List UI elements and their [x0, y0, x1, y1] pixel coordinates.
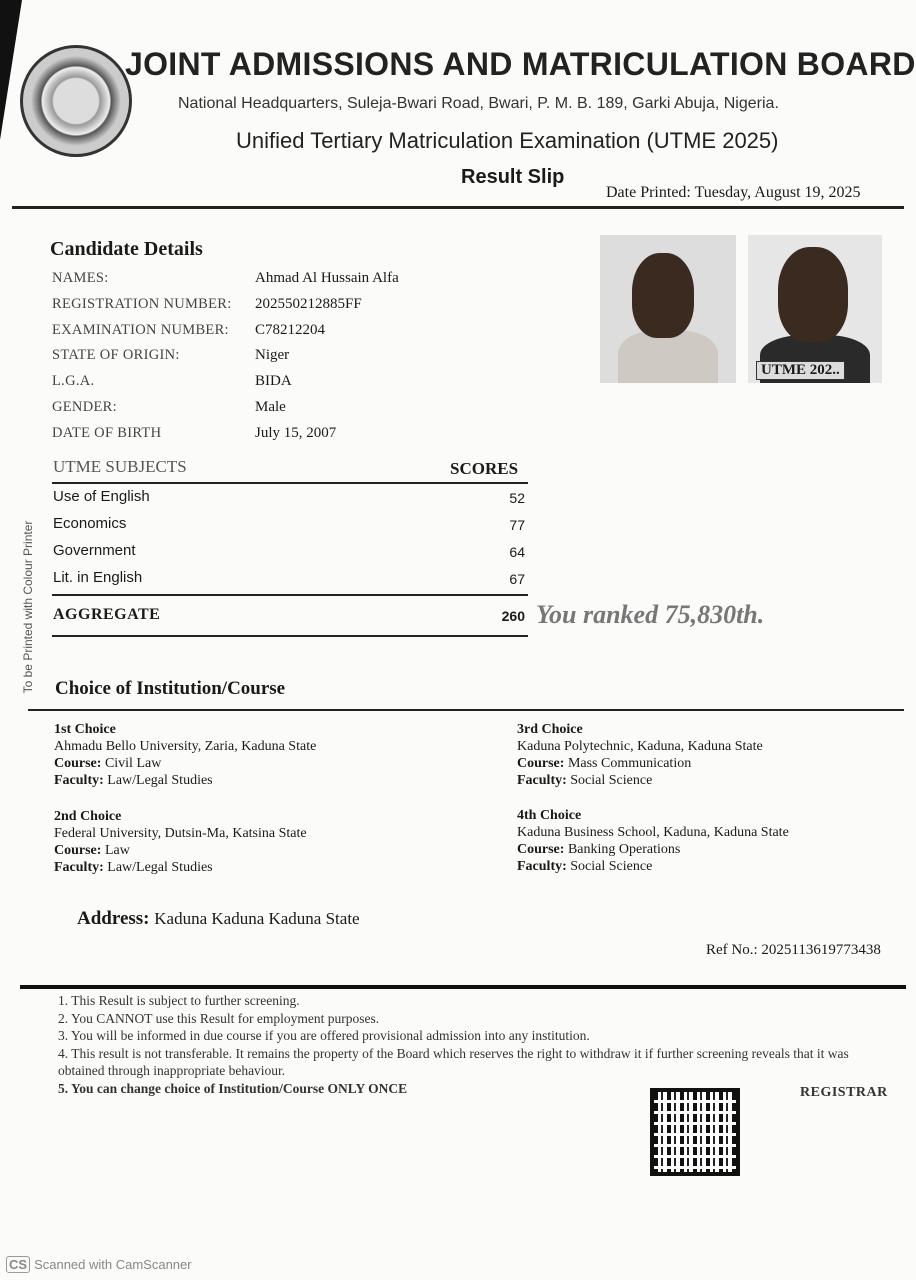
aggregate-label: AGGREGATE: [53, 606, 161, 623]
faculty-label: Faculty:: [517, 859, 567, 874]
choice-title: 2nd Choice: [54, 809, 122, 824]
choice-title: 1st Choice: [54, 722, 116, 737]
hq-address: National Headquarters, Suleja-Bwari Road, Bwari, P. M. B. 189, Garki Abuja, Nigeria.: [178, 95, 779, 112]
ref-number: Ref No.: 2025113619773438: [706, 942, 881, 958]
scan-corner-shadow: [0, 0, 22, 140]
choice-institution: Federal University, Dutsin-Ma, Katsina State: [54, 826, 307, 841]
course-label: Course:: [54, 756, 102, 771]
subject-name: Government: [53, 542, 136, 559]
field-label: REGISTRATION NUMBER:: [52, 295, 232, 312]
candidate-heading: Candidate Details: [50, 238, 203, 260]
field-value: 202550212885FF: [255, 295, 362, 312]
field-value: Niger: [255, 347, 290, 364]
course-label: Course:: [517, 842, 565, 857]
note-item: 1. This Result is subject to further screening.: [58, 993, 300, 1008]
address-row: [77, 908, 360, 930]
choice-block: [54, 808, 307, 876]
aggregate-divider-bottom: [52, 635, 528, 637]
field-value: Ahmad Al Hussain Alfa: [255, 270, 399, 286]
choice-course: Banking Operations: [567, 842, 681, 857]
choice-faculty: Social Science: [570, 773, 653, 788]
choices-heading: Choice of Institution/Course: [55, 678, 286, 699]
choice-course: Mass Communication: [567, 756, 692, 771]
choice-block: [54, 721, 316, 789]
scores-header: SCORES: [450, 459, 519, 478]
header-divider: [12, 206, 904, 209]
choice-course: Law: [104, 843, 130, 858]
candidate-photo-2: [748, 235, 882, 383]
qr-code: [650, 1088, 740, 1176]
aggregate-score: 260: [501, 608, 525, 624]
subject-score: 77: [509, 517, 525, 533]
subject-score: 64: [509, 544, 525, 560]
choice-block: [517, 721, 763, 789]
notes-list: [58, 992, 858, 1097]
subject-name: Economics: [53, 515, 127, 532]
board-title: JOINT ADMISSIONS AND MATRICULATION BOARD: [125, 46, 916, 82]
subject-score: 67: [509, 571, 525, 587]
registrar-label: REGISTRAR: [800, 1085, 888, 1100]
choice-block: [517, 807, 789, 875]
choice-faculty: Social Science: [570, 859, 653, 874]
side-print-note: To be Printed with Colour Printer: [21, 520, 35, 694]
note-item: 4. This result is not transferable. It remains the property of the Board which reserves the right to withdraw it if further screening reveals that it was obtained through inappropriate behaviour.: [58, 1045, 849, 1078]
exam-title: Unified Tertiary Matriculation Examination (UTME 2025): [236, 128, 779, 153]
rank-text: You ranked 75,830th.: [536, 600, 765, 629]
field-label: GENDER:: [52, 399, 117, 415]
subjects-header: UTME SUBJECTS: [53, 457, 187, 476]
field-value: July 15, 2007: [255, 424, 337, 441]
note-item: 3. You will be informed in due course if you are offered provisional admission into any institution.: [58, 1028, 590, 1043]
faculty-label: Faculty:: [54, 773, 104, 788]
field-label: L.G.A.: [52, 373, 95, 390]
course-label: Course:: [54, 843, 102, 858]
field-value: Male: [255, 399, 286, 415]
choice-title: 4th Choice: [517, 808, 582, 823]
jamb-logo: [20, 45, 132, 157]
field-label: STATE OF ORIGIN:: [52, 347, 180, 364]
camscanner-watermark: [6, 1256, 192, 1273]
camscanner-badge: CS: [6, 1256, 30, 1273]
subject-name: Lit. in English: [53, 569, 143, 586]
slip-title: Result Slip: [461, 166, 565, 188]
note-item: 5. You can change choice of Institution/Course ONLY ONCE: [58, 1080, 408, 1096]
address-value: Kaduna Kaduna Kaduna State: [154, 909, 360, 928]
camscanner-text: Scanned with CamScanner: [34, 1257, 192, 1272]
photo-caption: UTME 202..: [756, 361, 845, 380]
aggregate-divider-top: [52, 594, 528, 596]
subject-name: Use of English: [53, 488, 150, 505]
choice-institution: Ahmadu Bello University, Zaria, Kaduna State: [54, 739, 317, 754]
choice-course: Civil Law: [104, 756, 162, 771]
choice-title: 3rd Choice: [517, 722, 583, 737]
faculty-label: Faculty:: [54, 860, 104, 875]
candidate-photo-1: [600, 235, 736, 383]
note-item: 2. You CANNOT use this Result for employment purposes.: [58, 1010, 380, 1026]
choice-faculty: Law/Legal Studies: [107, 860, 213, 875]
subject-score: 52: [509, 490, 525, 506]
field-label: NAMES:: [52, 270, 109, 286]
date-printed: Date Printed: Tuesday, August 19, 2025: [606, 184, 861, 201]
field-label: DATE OF BIRTH: [52, 424, 162, 441]
field-value: C78212204: [255, 321, 326, 338]
field-value: BIDA: [255, 373, 292, 390]
choice-faculty: Law/Legal Studies: [107, 773, 213, 788]
faculty-label: Faculty:: [517, 773, 567, 788]
choices-divider: [28, 709, 904, 711]
subjects-divider: [52, 482, 528, 484]
footer-divider: [20, 985, 906, 989]
field-label: EXAMINATION NUMBER:: [52, 321, 229, 338]
choice-institution: Kaduna Polytechnic, Kaduna, Kaduna State: [517, 739, 763, 754]
course-label: Course:: [517, 756, 565, 771]
address-label: Address:: [77, 908, 150, 929]
choice-institution: Kaduna Business School, Kaduna, Kaduna State: [517, 825, 789, 840]
